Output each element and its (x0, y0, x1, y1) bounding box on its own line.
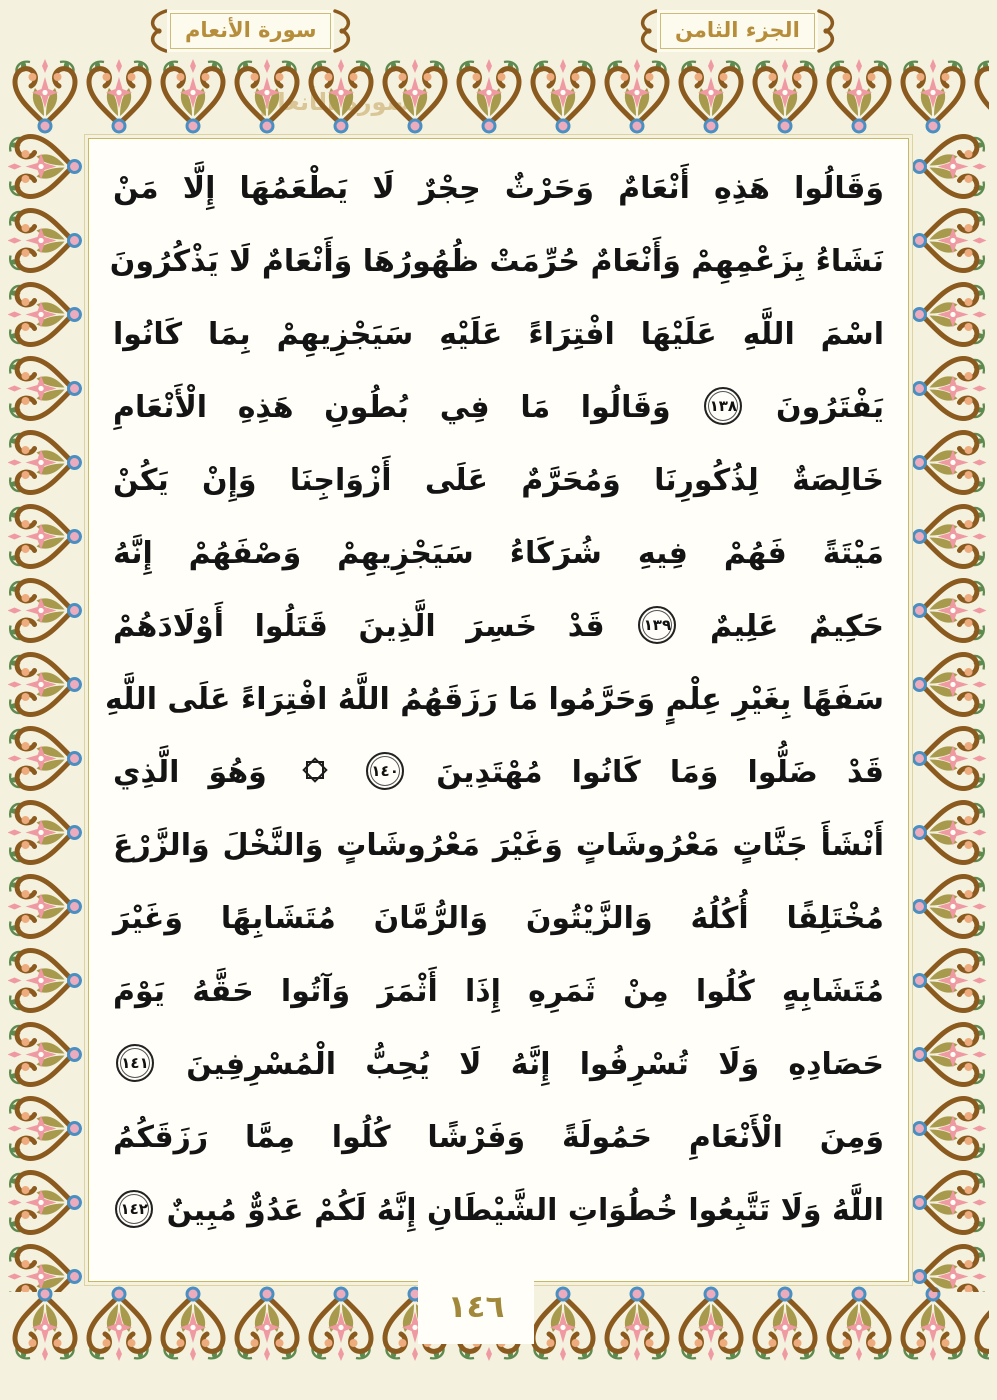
cartouche-bracket-icon (331, 8, 355, 54)
rub-el-hizb-icon (302, 757, 328, 783)
page-number-box (418, 1270, 534, 1344)
page-number: ١٤٦ (447, 1289, 505, 1325)
quran-line: مَيْتَةً فَهُمْ فِيهِ شُرَكَاءُ سَيَجْزِيهِمْ وَصْفَهُمْ إِنَّهُ (113, 536, 884, 571)
text-panel (88, 138, 909, 1282)
verse-number-badge: ١٤١ (116, 1044, 154, 1082)
verse-number-badge: ١٤٢ (115, 1190, 153, 1228)
quran-line: سَفَهًا بِغَيْرِ عِلْمٍ وَحَرَّمُوا مَا رَزَقَهُمُ اللَّهُ افْتِرَاءً عَلَى اللَّهِ (104, 682, 884, 717)
border-ornament-top (8, 58, 989, 135)
quran-line: حَكِيمٌ عَلِيمٌ ١٣٩ قَدْ خَسِرَ الَّذِينَ قَتَلُوا أَوْلَادَهُمْ (113, 590, 884, 663)
quran-line: حَصَادِهِ وَلَا تُسْرِفُوا إِنَّهُ لَا يُحِبُّ الْمُسْرِفِينَ ١٤١ (113, 1028, 884, 1101)
verse-number-badge: ١٣٩ (638, 606, 676, 644)
quran-line: وَمِنَ الْأَنْعَامِ حَمُولَةً وَفَرْشًا كُلُوا مِمَّا رَزَقَكُمُ (113, 1120, 884, 1155)
quran-line: يَفْتَرُونَ ١٣٨ وَقَالُوا مَا فِي بُطُونِ هَذِهِ الْأَنْعَامِ (113, 371, 884, 444)
cartouche-bracket-icon (815, 8, 839, 54)
quran-line: وَقَالُوا هَذِهِ أَنْعَامٌ وَحَرْثٌ حِجْرٌ لَا يَطْعَمُهَا إِلَّا مَنْ (113, 171, 884, 206)
quran-line: أَنْشَأَ جَنَّاتٍ مَعْرُوشَاتٍ وَغَيْرَ مَعْرُوشَاتٍ وَالنَّخْلَ وَالزَّرْعَ (113, 828, 884, 863)
ornamental-frame (8, 58, 989, 1362)
quran-line: خَالِصَةٌ لِذُكُورِنَا وَمُحَرَّمٌ عَلَى أَزْوَاجِنَا وَإِنْ يَكُنْ (113, 463, 884, 498)
verse-number-badge: ١٤٠ (366, 752, 404, 790)
cartouche-bracket-icon (636, 8, 660, 54)
cartouche-bracket-icon (146, 8, 170, 54)
quran-line: اسْمَ اللَّهِ عَلَيْهَا افْتِرَاءً عَلَيْهِ سَيَجْزِيهِمْ بِمَا كَانُوا (113, 317, 884, 352)
quran-lines (104, 152, 885, 1247)
border-ornament-right (912, 128, 989, 1292)
quran-line: مُتَشَابِهٍ كُلُوا مِنْ ثَمَرِهِ إِذَا أَثْمَرَ وَآتُوا حَقَّهُ يَوْمَ (113, 974, 884, 1009)
quran-line: اللَّهُ وَلَا تَتَّبِعُوا خُطُوَاتِ الشَّيْطَانِ إِنَّهُ لَكُمْ عَدُوٌّ مُبِينٌ ١٤٢ (113, 1174, 884, 1247)
juz-title: الجزء الثامن (660, 13, 815, 49)
quran-line: نَشَاءُ بِزَعْمِهِمْ وَأَنْعَامٌ حُرِّمَتْ ظُهُورُهَا وَأَنْعَامٌ لَا يَذْكُرُونَ (109, 244, 884, 279)
quran-line: قَدْ ضَلُّوا وَمَا كَانُوا مُهْتَدِينَ ١٤٠ وَهُوَ الَّذِي (113, 736, 884, 809)
surah-title-cartouche (146, 8, 355, 54)
verse-number-badge: ١٣٨ (704, 387, 742, 425)
surah-title: سورة الأنعام (170, 13, 331, 49)
border-ornament-left (8, 128, 85, 1292)
quran-line: مُخْتَلِفًا أُكُلُهُ وَالزَّيْتُونَ وَالرُّمَّانَ مُتَشَابِهًا وَغَيْرَ (113, 901, 884, 936)
juz-title-cartouche (636, 8, 839, 54)
